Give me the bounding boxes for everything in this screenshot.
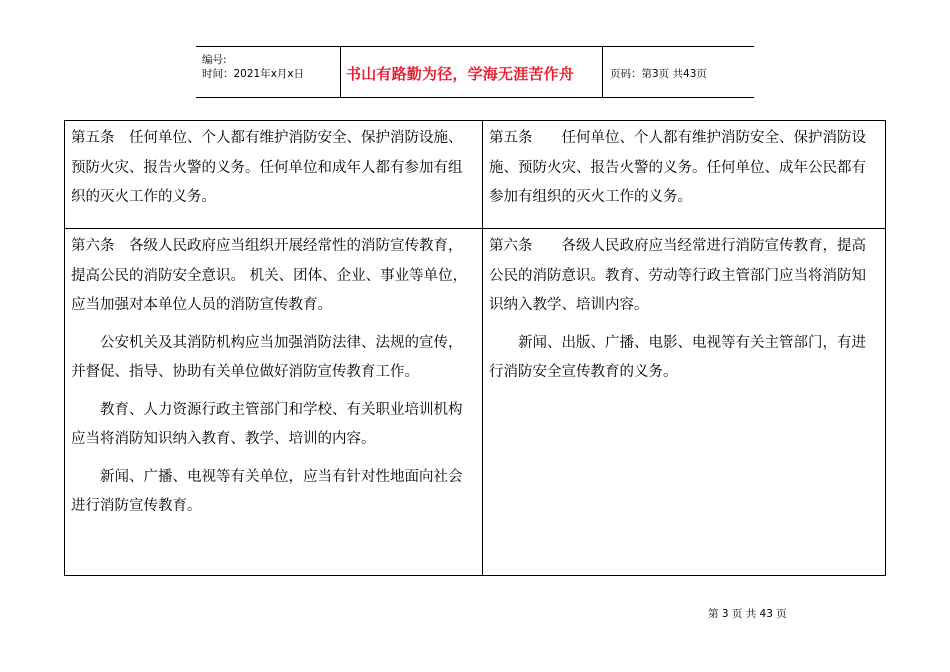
header-motto: 书山有路勤为径，学海无涯苦作舟 [346, 65, 575, 83]
article-paragraph: 第五条 任何单位、个人都有维护消防安全、保护消防设施、预防火灾、报告火警的义务。任何单位、成年公民都有参加有组织的灭火工作的义务。 [489, 130, 866, 205]
article-6-new-cell [65, 232, 482, 522]
article-5-old-cell [483, 124, 885, 213]
header-divider [340, 47, 341, 97]
row-divider [65, 228, 885, 229]
document-header [196, 46, 754, 98]
article-paragraph: 教育、人力资源行政主管部门和学校、有关职业培训机构应当将消防知识纳入教育、教学、培训的内容。 [71, 401, 463, 447]
header-meta [196, 47, 340, 97]
page-footer: 第 3 页 共 43 页 [708, 608, 787, 620]
comparison-table [64, 120, 886, 576]
article-paragraph: 公安机关及其消防机构应当加强消防法律、法规的宣传，并督促、指导、协助有关单位做好消防宣传教育工作。 [71, 334, 463, 380]
number-label: 编号: [202, 54, 227, 66]
article-6-old-cell [483, 232, 885, 388]
article-paragraph: 新闻、广播、电视等有关单位，应当有针对性地面向社会进行消防宣传教育。 [71, 468, 463, 514]
header-divider [602, 47, 603, 97]
article-paragraph: 第五条 任何单位、个人都有维护消防安全、保护消防设施、预防火灾、报告火警的义务。任何单位和成年人都有参加有组织的灭火工作的义务。 [71, 130, 463, 205]
time-label: 时间：2021年x月x日 [202, 68, 305, 80]
article-paragraph: 第六条 各级人民政府应当组织开展经常性的消防宣传教育，提高公民的消防安全意识。 机关、团体、企业、事业等单位，应当加强对本单位人员的消防宣传教育。 [71, 238, 468, 313]
article-5-new-cell [65, 124, 482, 213]
article-paragraph: 第六条 各级人民政府应当经常进行消防宣传教育，提高公民的消防意识。教育、劳动等行政主管部门应当将消防知识纳入教学、培训内容。 [489, 238, 866, 313]
header-page-info: 页码：第3页 共43页 [610, 68, 707, 80]
article-paragraph: 新闻、出版、广播、电影、电视等有关主管部门，有进行消防安全宣传教育的义务。 [489, 334, 866, 380]
